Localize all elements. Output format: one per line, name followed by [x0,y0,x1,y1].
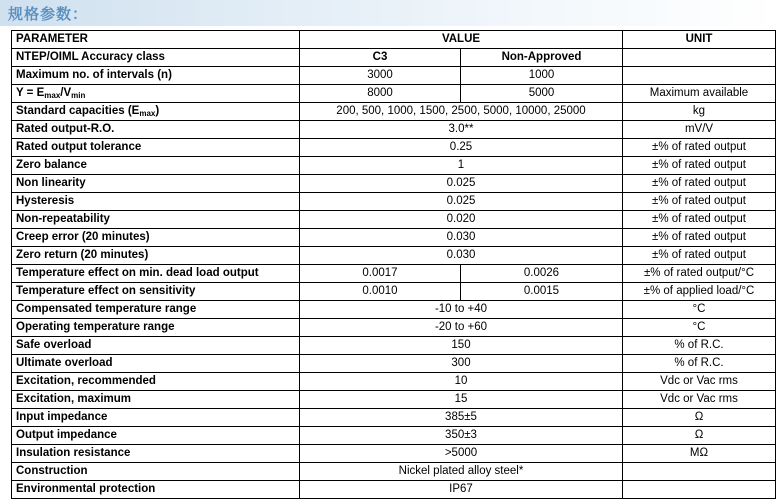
row-value: 0.030 [300,229,623,247]
value-non-approved: 5000 [461,85,623,103]
row-unit: kg [623,103,776,121]
row-value: 200, 500, 1000, 1500, 2500, 5000, 10000, 25000 [300,103,623,121]
row-unit: ±% of rated output [623,211,776,229]
table-row [12,193,776,211]
label-text: Y = E [16,86,45,99]
table-row [12,175,776,193]
table-row [12,355,776,373]
row-unit: mV/V [623,121,776,139]
row-value: >5000 [300,445,623,463]
class-c3: C3 [300,49,461,67]
table-row [12,67,776,85]
row-label: Rated output-R.O. [12,121,300,139]
table-row [12,427,776,445]
row-unit: ±% of rated output [623,157,776,175]
row-value: 385±5 [300,409,623,427]
row-label: Zero balance [12,157,300,175]
table-row [12,229,776,247]
row-label [12,85,300,103]
row-value: -20 to +60 [300,319,623,337]
column-header-value: VALUE [300,31,623,49]
value-non-approved: 0.0026 [461,265,623,283]
row-value: 3.0** [300,121,623,139]
table-row [12,391,776,409]
row-value: 0.025 [300,193,623,211]
label-subscript: max [44,90,61,100]
row-label: Temperature effect on sensitivity [12,283,300,301]
row-value: 0.030 [300,247,623,265]
spec-table [11,30,776,499]
value-c3: 0.0010 [300,283,461,301]
row-unit: Maximum available [623,85,776,103]
value-non-approved: 0.0015 [461,283,623,301]
row-unit: MΩ [623,445,776,463]
value-c3: 8000 [300,85,461,103]
row-label: Compensated temperature range [12,301,300,319]
row-unit: ±% of rated output [623,193,776,211]
row-unit [623,481,776,499]
table-row [12,481,776,499]
row-value: Nickel plated alloy steel* [300,463,623,481]
row-value: IP67 [300,481,623,499]
row-label: Construction [12,463,300,481]
row-label: Insulation resistance [12,445,300,463]
row-unit: Vdc or Vac rms [623,373,776,391]
row-label: Environmental protection [12,481,300,499]
row-unit: ±% of rated output [623,229,776,247]
row-label: Zero return (20 minutes) [12,247,300,265]
table-row [12,463,776,481]
value-non-approved: 1000 [461,67,623,85]
row-unit: °C [623,301,776,319]
row-value: 150 [300,337,623,355]
class-non-approved: Non-Approved [461,49,623,67]
value-c3: 3000 [300,67,461,85]
table-row [12,445,776,463]
row-value: 1 [300,157,623,175]
table-row [12,301,776,319]
row-value: 10 [300,373,623,391]
table-row [12,121,776,139]
row-label: Maximum no. of intervals (n) [12,67,300,85]
column-header-parameter: PARAMETER [12,31,300,49]
table-row [12,319,776,337]
row-unit: Ω [623,409,776,427]
table-row [12,103,776,121]
table-row [12,157,776,175]
label-subscript: max [139,108,156,118]
row-value: 0.025 [300,175,623,193]
label-text: ) [155,104,160,117]
table-row [12,283,776,301]
row-label: Non linearity [12,175,300,193]
row-label: Rated output tolerance [12,139,300,157]
row-label: Input impedance [12,409,300,427]
row-unit: °C [623,319,776,337]
row-label: Excitation, recommended [12,373,300,391]
label-text: Standard capacities (E [16,104,140,117]
table-row [12,265,776,283]
row-value: 15 [300,391,623,409]
table-row [12,337,776,355]
row-value: -10 to +40 [300,301,623,319]
row-label: Safe overload [12,337,300,355]
row-unit: % of R.C. [623,355,776,373]
value-c3: 0.0017 [300,265,461,283]
table-row [12,409,776,427]
row-label: Output impedance [12,427,300,445]
row-label: Temperature effect on min. dead load output [12,265,300,283]
row-label: Hysteresis [12,193,300,211]
row-label [12,103,300,121]
table-row [12,139,776,157]
row-unit: Vdc or Vac rms [623,391,776,409]
row-unit [623,49,776,67]
table-row [12,247,776,265]
row-label: Excitation, maximum [12,391,300,409]
row-value: 0.020 [300,211,623,229]
row-label: Ultimate overload [12,355,300,373]
section-title: 规格参数： [8,5,89,23]
table-header-row [12,31,776,49]
row-label: NTEP/OIML Accuracy class [12,49,300,67]
header-band [0,0,779,26]
table-row [12,373,776,391]
table-row [12,85,776,103]
row-unit [623,463,776,481]
table-row [12,211,776,229]
row-label: Operating temperature range [12,319,300,337]
row-unit: % of R.C. [623,337,776,355]
row-label: Non-repeatability [12,211,300,229]
row-unit: ±% of rated output [623,139,776,157]
row-value: 0.25 [300,139,623,157]
row-unit: Ω [623,427,776,445]
row-unit: ±% of rated output [623,247,776,265]
table-row [12,49,776,67]
row-value: 300 [300,355,623,373]
row-unit [623,67,776,85]
row-value: 350±3 [300,427,623,445]
label-text: /V [60,86,72,99]
row-unit: ±% of applied load/°C [623,283,776,301]
column-header-unit: UNIT [623,31,776,49]
label-subscript: min [71,90,86,100]
row-label: Creep error (20 minutes) [12,229,300,247]
row-unit: ±% of rated output/°C [623,265,776,283]
row-unit: ±% of rated output [623,175,776,193]
